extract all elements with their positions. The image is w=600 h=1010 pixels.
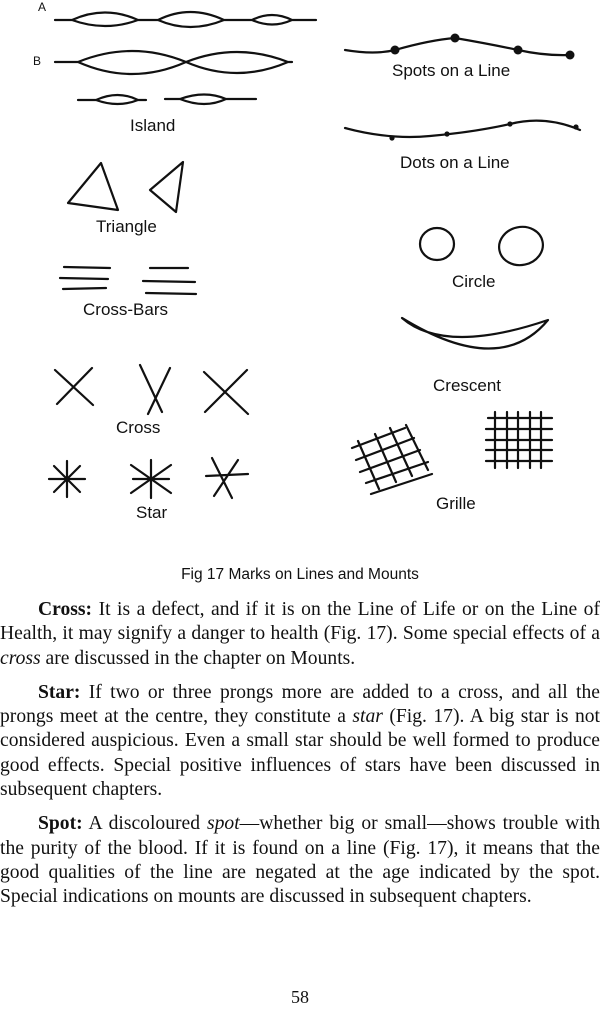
label-dots-on-a-line: Dots on a Line xyxy=(400,153,510,172)
crescent-mark xyxy=(402,318,548,349)
line-with-islands-a xyxy=(55,12,316,27)
term-spot: Spot: xyxy=(38,813,83,835)
term-star: Star: xyxy=(38,681,81,703)
paragraph-cross xyxy=(0,598,600,671)
label-cross-bars: Cross-Bars xyxy=(83,300,169,319)
line-with-islands-b xyxy=(55,51,292,74)
label-island: Island xyxy=(130,116,176,135)
page-number: 58 xyxy=(291,987,309,1007)
paragraph-spot xyxy=(0,812,600,909)
cross-bars-marks xyxy=(60,267,196,294)
paragraph-text: If two or three prongs more are added to a cross, and all the prongs meet at the centre, they constitute a star (Fig. 17). A big star is not considered auspicious. Even a small star should be well formed to produce good effects. Special positive influences of stars have been discussed in subsequent chapters. xyxy=(0,681,600,801)
label-triangle: Triangle xyxy=(96,217,157,236)
figure-caption: Fig 17 Marks on Lines and Mounts xyxy=(181,566,419,583)
label-crescent: Crescent xyxy=(433,376,502,395)
label-b: B xyxy=(33,54,42,68)
cross-marks xyxy=(55,365,248,414)
grille-marks xyxy=(352,412,552,494)
label-star: Star xyxy=(136,503,168,522)
emphasised-term: star xyxy=(352,706,383,728)
label-spots-on-a-line: Spots on a Line xyxy=(392,61,511,80)
label-grille: Grille xyxy=(436,494,476,513)
paragraph-text: It is a defect, and if it is on the Line of Life or on the Line of Health, it may signify a danger to health (Fig. 17). Some special effects of a cross are discussed in the chapter on Mounts. xyxy=(0,599,600,669)
label-a: A xyxy=(38,0,47,14)
star-marks xyxy=(49,458,248,498)
circle-marks xyxy=(420,223,546,269)
label-circle: Circle xyxy=(452,272,496,291)
emphasised-term: spot xyxy=(207,813,240,835)
small-islands xyxy=(78,95,256,105)
dots-on-a-line-mark xyxy=(345,121,580,141)
triangle-marks xyxy=(68,162,183,212)
body-text xyxy=(0,598,600,920)
paragraph-star xyxy=(0,681,600,802)
paragraph-text: A discoloured spot—whether big or small—shows trouble with the purity of the blood. If it is found on a line (Fig. 17), it means that the good qualities of the line are negated at the age indicated by the spot. Special indications on mounts are discussed in subsequent chapters. xyxy=(0,813,600,908)
emphasised-term: cross xyxy=(0,647,41,669)
spots-on-a-line-mark xyxy=(345,34,575,60)
term-cross: Cross: xyxy=(38,599,93,620)
label-cross: Cross xyxy=(116,418,161,437)
